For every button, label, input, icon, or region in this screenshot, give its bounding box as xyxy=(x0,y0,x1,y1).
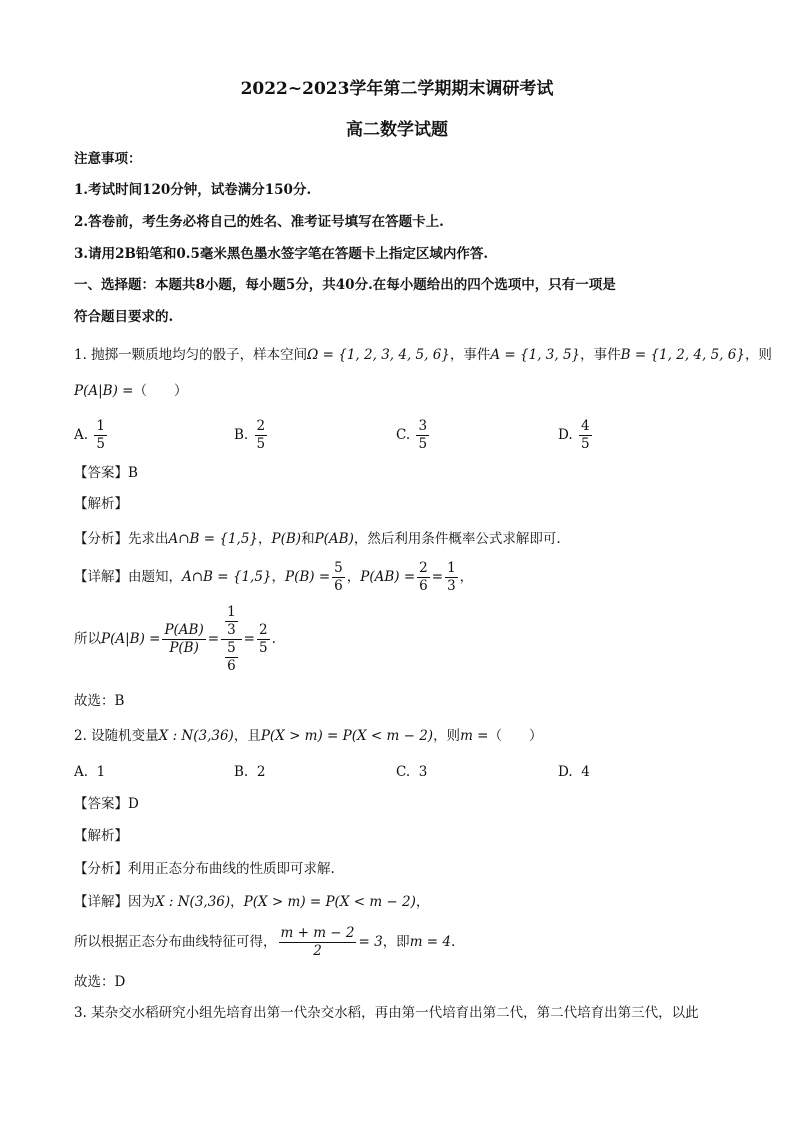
q3-stem: 3. 某杂交水稻研究小组先培育出第一代杂交水稻，再由第一代培育出第二代，第二代培育出第三代，以此 xyxy=(74,1005,699,1021)
q1-choice: 故选：B xyxy=(74,693,125,709)
q2-choice: 故选：D xyxy=(74,974,126,990)
q2-stem: 2. 设随机变量X : N(3,36)，且P(X > m) = P(X < m − 2)，则m =（ ） xyxy=(74,728,543,744)
notes-item: 3.请用2B铅笔和0.5毫米黑色墨水签字笔在答题卡上指定区域内作答. xyxy=(74,246,489,262)
conditional-prob-expr: P(A|B) = xyxy=(74,383,134,399)
q2-jiexi-label: 【解析】 xyxy=(74,828,128,844)
q1-option-b: B. $\frac{2}{5}$ xyxy=(234,418,266,452)
event-a-expr: A = {1, 3, 5} xyxy=(490,347,581,363)
q1-detail: 【详解】由题知，A∩B = {1,5}，P(B) = $\frac{5}{6}$ ，P(AB) = $\frac{2}{6}$ = $\frac{1}{3}$ ， xyxy=(74,560,474,594)
q2-option-a: A. 1 xyxy=(74,764,106,780)
q1-option-d: D. $\frac{4}{5}$ xyxy=(558,418,590,452)
section-heading: 一、选择题：本题共8小题，每小题5分，共40分.在每小题给出的四个选项中，只有一项是 xyxy=(74,277,616,293)
q2-detail: 【详解】因为X : N(3,36)，P(X > m) = P(X < m − 2)， xyxy=(74,894,430,910)
notes-item: 2.答卷前，考生务必将自己的姓名、准考证号填写在答题卡上. xyxy=(74,214,444,230)
q2-answer: 【答案】D xyxy=(74,796,139,812)
q2-option-b: B. 2 xyxy=(234,764,266,780)
q1-conclusion: 所以P(A|B) = $\frac{P(AB)}{P(B)}$ = $\frac{\frac{1}{3}}{\frac{5}{6}}$ = $\frac{2}{5}$ . xyxy=(74,604,276,674)
q1-jiexi-label: 【解析】 xyxy=(74,496,128,512)
q2-option-d: D. 4 xyxy=(558,764,590,780)
notes-item: 1.考试时间120分钟，试卷满分150分. xyxy=(74,182,312,198)
q2-conclusion: 所以根据正态分布曲线特征可得， $\frac{m + m - 2}{2}$ = 3，即m = 4. xyxy=(74,925,456,959)
q1-stem-line1: 1. 抛掷一颗质地均匀的骰子，样本空间Ω = {1, 2, 3, 4, 5, 6}，事件A = {1, 3, 5}，事件B = {1, 2, 4, 5, 6}，则 xyxy=(74,347,772,363)
event-b-expr: B = {1, 2, 4, 5, 6} xyxy=(620,347,745,363)
q2-option-c: C. 3 xyxy=(396,764,428,780)
notes-heading: 注意事项： xyxy=(74,151,142,167)
section-heading-cont: 符合题目要求的. xyxy=(74,309,174,325)
q1-answer: 【答案】B xyxy=(74,465,138,481)
sample-space-expr: Ω = {1, 2, 3, 4, 5, 6} xyxy=(307,347,450,363)
q1-option-a: A. $\frac{1}{5}$ xyxy=(74,418,105,452)
exam-subtitle: 高二数学试题 xyxy=(346,120,448,140)
q1-analysis: 【分析】先求出A∩B = {1,5}，P(B)和P(AB)，然后利用条件概率公式求解即可. xyxy=(74,531,561,547)
exam-title: 2022~2023学年第二学期期末调研考试 xyxy=(240,79,554,99)
q1-option-c: C. $\frac{3}{5}$ xyxy=(396,418,428,452)
q2-analysis: 【分析】利用正态分布曲线的性质即可求解. xyxy=(74,861,335,877)
q1-stem-line2: P(A|B) =（ ） xyxy=(74,383,188,399)
